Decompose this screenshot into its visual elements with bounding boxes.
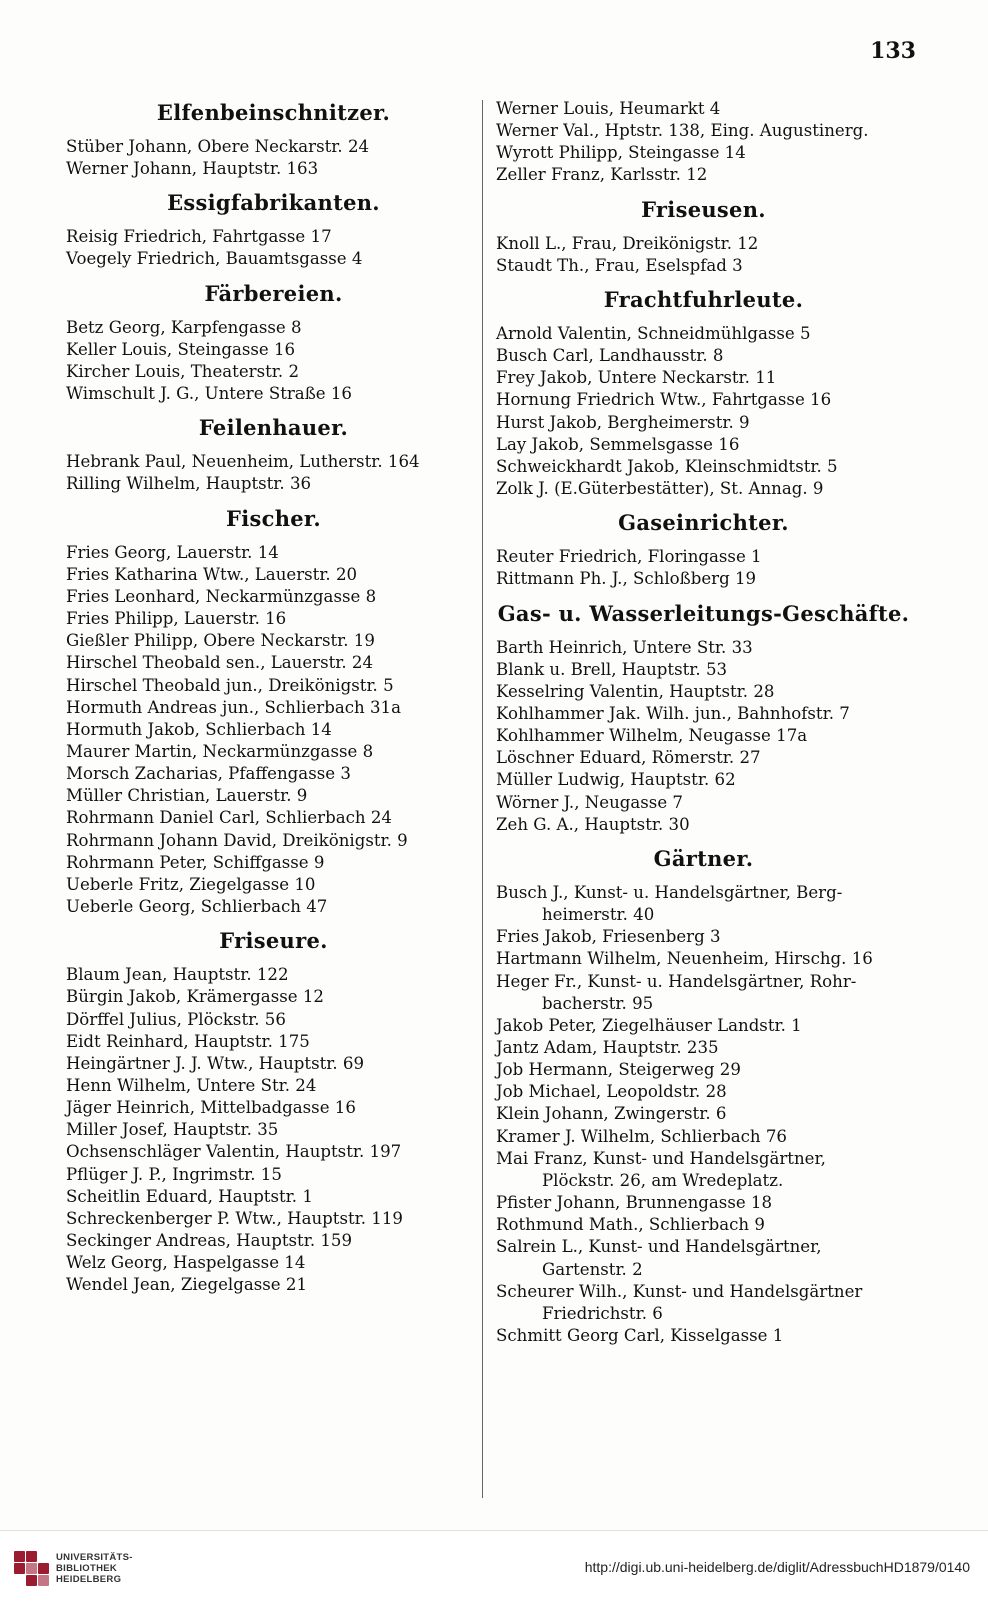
directory-entry: Kohlhammer Jak. Wilh. jun., Bahnhofstr. 7	[496, 703, 850, 723]
directory-entry: Kohlhammer Wilhelm, Neugasse 17a	[496, 726, 808, 746]
section-heading: Gaseinrichter.	[618, 510, 789, 536]
directory-entry: Knoll L., Frau, Dreikönigstr. 12	[496, 233, 759, 253]
section-heading: Essigfabrikanten.	[167, 190, 380, 216]
left-column	[66, 98, 481, 1297]
directory-entry: Dörffel Julius, Plöckstr. 56	[66, 1009, 286, 1029]
directory-entry: Zeh G. A., Hauptstr. 30	[496, 814, 690, 834]
directory-entry: Fries Philipp, Lauerstr. 16	[66, 609, 287, 629]
library-name-line: BIBLIOTHEK	[56, 1562, 118, 1574]
directory-entry: Jakob Peter, Ziegelhäuser Landstr. 1	[496, 1015, 802, 1035]
directory-entry: Heger Fr., Kunst- u. Handelsgärtner, Rohr-	[496, 971, 857, 991]
directory-entry: Hartmann Wilhelm, Neuenheim, Hirschg. 16	[496, 949, 873, 969]
directory-entry: Pflüger J. P., Ingrimstr. 15	[66, 1164, 282, 1184]
directory-entry: Werner Johann, Hauptstr. 163	[66, 159, 319, 179]
library-name-line: UNIVERSITÄTS-	[56, 1551, 133, 1563]
directory-entry: Busch Carl, Landhausstr. 8	[496, 346, 724, 366]
directory-entry-continuation: Plöckstr. 26, am Wredeplatz.	[542, 1170, 784, 1190]
directory-entry-continuation: Gartenstr. 2	[542, 1259, 643, 1279]
section-heading: Gas- u. Wasserleitungs-Geschäfte.	[497, 600, 910, 626]
directory-entry-continuation: bacherstr. 95	[542, 993, 654, 1013]
directory-entry: Schmitt Georg Carl, Kisselgasse 1	[496, 1326, 784, 1346]
directory-entry: Müller Christian, Lauerstr. 9	[66, 786, 308, 806]
directory-entry: Fries Georg, Lauerstr. 14	[66, 542, 279, 562]
directory-entry: Reisig Friedrich, Fahrtgasse 17	[66, 227, 332, 247]
directory-entry: Hormuth Andreas jun., Schlierbach 31a	[66, 697, 402, 717]
directory-entry: Rothmund Math., Schlierbach 9	[496, 1215, 765, 1235]
directory-entry: Arnold Valentin, Schneidmühlgasse 5	[496, 323, 811, 343]
directory-entry: Keller Louis, Steingasse 16	[66, 339, 296, 359]
directory-entry: Salrein L., Kunst- und Handelsgärtner,	[496, 1237, 822, 1257]
directory-entry: Werner Louis, Heumarkt 4	[496, 99, 721, 118]
directory-entry: Hurst Jakob, Bergheimerstr. 9	[496, 412, 750, 432]
directory-entry: Staudt Th., Frau, Eselspfad 3	[496, 255, 743, 275]
column-divider	[482, 100, 483, 1498]
directory-entry: Job Hermann, Steigerweg 29	[496, 1060, 741, 1080]
directory-entry: Rohrmann Daniel Carl, Schlierbach 24	[66, 808, 392, 828]
directory-entry: Wendel Jean, Ziegelgasse 21	[66, 1275, 307, 1295]
section-heading: Färbereien.	[204, 280, 343, 306]
directory-entry: Stüber Johann, Obere Neckarstr. 24	[66, 137, 370, 156]
directory-entry: Löschner Eduard, Römerstr. 27	[496, 748, 761, 768]
directory-entry: Hornung Friedrich Wtw., Fahrtgasse 16	[496, 390, 832, 410]
directory-entry: Henn Wilhelm, Untere Str. 24	[66, 1076, 317, 1095]
directory-entry: Schreckenberger P. Wtw., Hauptstr. 119	[66, 1208, 403, 1228]
directory-entry: Frey Jakob, Untere Neckarstr. 11	[496, 368, 777, 388]
directory-entry: Voegely Friedrich, Bauamtsgasse 4	[66, 249, 363, 269]
directory-entry: Betz Georg, Karpfengasse 8	[66, 317, 302, 337]
section-heading: Friseure.	[219, 928, 328, 954]
directory-entry: Wörner J., Neugasse 7	[496, 792, 683, 812]
directory-entry: Wimschult J. G., Untere Straße 16	[66, 384, 352, 404]
directory-entry: Miller Josef, Hauptstr. 35	[66, 1120, 279, 1140]
library-name-line: HEIDELBERG	[56, 1573, 122, 1585]
directory-entry: Kramer J. Wilhelm, Schlierbach 76	[496, 1126, 787, 1146]
directory-entry: Kircher Louis, Theaterstr. 2	[66, 361, 300, 381]
directory-entry: Morsch Zacharias, Pfaffengasse 3	[66, 764, 351, 784]
library-logo-icon	[14, 1551, 48, 1585]
page-number: 133	[870, 38, 916, 64]
directory-entry: Blank u. Brell, Hauptstr. 53	[496, 659, 728, 679]
directory-entry: Welz Georg, Haspelgasse 14	[66, 1253, 306, 1273]
library-name	[56, 1552, 133, 1585]
directory-entry: Wyrott Philipp, Steingasse 14	[496, 143, 746, 163]
right-column	[496, 98, 911, 1347]
section-heading: Frachtfuhrleute.	[603, 286, 804, 312]
directory-entry-continuation: Friedrichstr. 6	[542, 1303, 663, 1323]
directory-entry: Klein Johann, Zwingerstr. 6	[496, 1104, 727, 1124]
directory-entry: Scheurer Wilh., Kunst- und Handelsgärtner	[496, 1281, 863, 1301]
directory-entry: Rohrmann Johann David, Dreikönigstr. 9	[66, 830, 408, 850]
footer-bar	[0, 1530, 988, 1606]
directory-entry: Seckinger Andreas, Hauptstr. 159	[66, 1231, 353, 1251]
directory-entry: Schweickhardt Jakob, Kleinschmidtstr. 5	[496, 456, 838, 476]
directory-entry: Werner Val., Hptstr. 138, Eing. Augustinerg.	[496, 121, 869, 141]
directory-entry: Busch J., Kunst- u. Handelsgärtner, Berg-	[496, 882, 843, 902]
directory-entry: Ochsenschläger Valentin, Hauptstr. 197	[66, 1142, 402, 1162]
directory-entry: Hirschel Theobald jun., Dreikönigstr. 5	[66, 675, 394, 695]
directory-entry: Fries Leonhard, Neckarmünzgasse 8	[66, 586, 377, 606]
directory-entry-continuation: heimerstr. 40	[542, 905, 655, 925]
directory-entry: Blaum Jean, Hauptstr. 122	[66, 965, 289, 985]
directory-entry: Fries Jakob, Friesenberg 3	[496, 927, 721, 947]
directory-entry: Heingärtner J. J. Wtw., Hauptstr. 69	[66, 1053, 365, 1073]
section-heading: Gärtner.	[653, 845, 754, 871]
section-heading: Fischer.	[226, 505, 321, 531]
directory-entry: Bürgin Jakob, Krämergasse 12	[66, 987, 324, 1007]
directory-entry: Jäger Heinrich, Mittelbadgasse 16	[66, 1098, 356, 1118]
directory-entry: Hebrank Paul, Neuenheim, Lutherstr. 164	[66, 452, 420, 472]
directory-entry: Maurer Martin, Neckarmünzgasse 8	[66, 741, 374, 761]
directory-entry: Jantz Adam, Hauptstr. 235	[496, 1038, 719, 1057]
directory-entry: Ueberle Fritz, Ziegelgasse 10	[66, 874, 316, 894]
directory-entry: Rittmann Ph. J., Schloßberg 19	[496, 569, 757, 589]
directory-entry: Scheitlin Eduard, Hauptstr. 1	[66, 1186, 313, 1206]
library-logo[interactable]	[14, 1551, 133, 1585]
directory-entry: Kesselring Valentin, Hauptstr. 28	[496, 681, 775, 701]
directory-entry: Lay Jakob, Semmelsgasse 16	[496, 434, 740, 454]
directory-entry: Rohrmann Peter, Schiffgasse 9	[66, 852, 325, 872]
directory-entry: Müller Ludwig, Hauptstr. 62	[496, 770, 736, 790]
section-heading: Feilenhauer.	[198, 415, 349, 441]
directory-entry: Rilling Wilhelm, Hauptstr. 36	[66, 474, 312, 494]
directory-entry: Zeller Franz, Karlsstr. 12	[496, 165, 708, 185]
section-heading: Friseusen.	[641, 196, 766, 222]
directory-entry: Hormuth Jakob, Schlierbach 14	[66, 719, 332, 739]
directory-entry: Fries Katharina Wtw., Lauerstr. 20	[66, 564, 358, 584]
source-url-link[interactable]: http://digi.ub.uni-heidelberg.de/diglit/AdressbuchHD1879/0140	[584, 1559, 970, 1575]
directory-entry: Mai Franz, Kunst- und Handelsgärtner,	[496, 1148, 826, 1168]
directory-entry: Gießler Philipp, Obere Neckarstr. 19	[66, 631, 375, 651]
directory-entry: Pfister Johann, Brunnengasse 18	[496, 1193, 773, 1213]
directory-entry: Zolk J. (E.Güterbestätter), St. Annag. 9	[496, 479, 824, 499]
directory-entry: Ueberle Georg, Schlierbach 47	[66, 897, 328, 917]
directory-entry: Reuter Friedrich, Floringasse 1	[496, 547, 762, 567]
directory-entry: Hirschel Theobald sen., Lauerstr. 24	[66, 653, 374, 673]
directory-entry: Job Michael, Leopoldstr. 28	[496, 1082, 727, 1102]
directory-entry: Barth Heinrich, Untere Str. 33	[496, 637, 753, 657]
section-heading: Elfenbeinschnitzer.	[156, 100, 391, 125]
directory-entry: Eidt Reinhard, Hauptstr. 175	[66, 1031, 310, 1051]
